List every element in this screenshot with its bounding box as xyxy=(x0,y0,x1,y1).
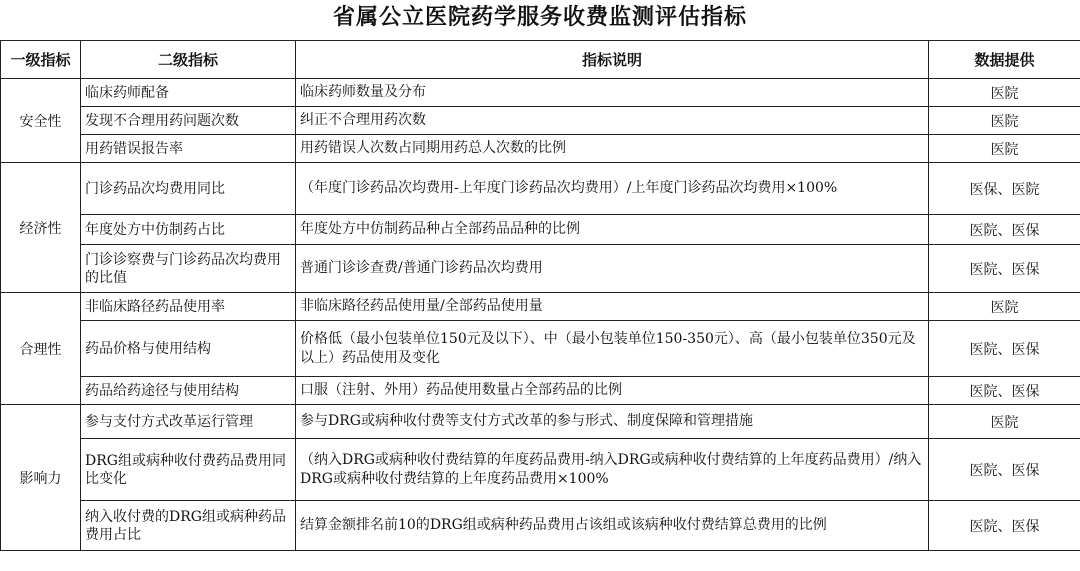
table-row xyxy=(1,439,1080,501)
desc-cell: 普通门诊诊查费/普通门诊药品次均费用 xyxy=(296,245,929,293)
desc-cell: 结算金额排名前10的DRG组或病种药品费用占该组或该病种收付费结算总费用的比例 xyxy=(296,501,929,551)
indicator-cell: 门诊诊察费与门诊药品次均费用的比值 xyxy=(81,245,296,293)
desc-cell: 用药错误人次数占同期用药总人次数的比例 xyxy=(296,135,929,163)
desc-cell: （纳入DRG或病种收付费结算的年度药品费用-纳入DRG或病种收付费结算的上年度药品费用）/纳入DRG或病种收付费结算的上年度药品费用×100% xyxy=(296,439,929,501)
indicator-cell: 纳入收付费的DRG组或病种药品费用占比 xyxy=(81,501,296,551)
desc-cell: 纠正不合理用药次数 xyxy=(296,107,929,135)
indicator-table xyxy=(0,40,1080,551)
indicator-cell: 年度处方中仿制药占比 xyxy=(81,215,296,245)
source-cell: 医院、医保 xyxy=(929,439,1080,501)
table-row xyxy=(1,163,1080,215)
desc-cell: 年度处方中仿制药品种占全部药品品种的比例 xyxy=(296,215,929,245)
indicator-cell: 药品价格与使用结构 xyxy=(81,321,296,377)
table-row xyxy=(1,405,1080,439)
page-title: 省属公立医院药学服务收费监测评估指标 xyxy=(332,5,747,30)
table-row xyxy=(1,293,1080,321)
header-desc: 指标说明 xyxy=(296,41,929,79)
header-row xyxy=(1,41,1080,79)
indicator-cell: 临床药师配备 xyxy=(81,79,296,107)
desc-cell: 价格低（最小包装单位150元及以下）、中（最小包装单位150-350元）、高（最小包装单位350元及以上）药品使用及变化 xyxy=(296,321,929,377)
indicator-cell: 发现不合理用药问题次数 xyxy=(81,107,296,135)
source-cell: 医院、医保 xyxy=(929,245,1080,293)
level1-cell: 影响力 xyxy=(1,405,81,551)
table-row xyxy=(1,377,1080,405)
table-row xyxy=(1,245,1080,293)
table-row xyxy=(1,321,1080,377)
source-cell: 医院、医保 xyxy=(929,501,1080,551)
source-cell: 医院 xyxy=(929,405,1080,439)
indicator-cell: 非临床路径药品使用率 xyxy=(81,293,296,321)
header-level2: 二级指标 xyxy=(81,41,296,79)
level1-cell: 安全性 xyxy=(1,79,81,163)
indicator-cell: 门诊药品次均费用同比 xyxy=(81,163,296,215)
source-cell: 医院 xyxy=(929,293,1080,321)
source-cell: 医院、医保 xyxy=(929,215,1080,245)
source-cell: 医院 xyxy=(929,135,1080,163)
level1-cell: 合理性 xyxy=(1,293,81,405)
desc-cell: 参与DRG或病种收付费等支付方式改革的参与形式、制度保障和管理措施 xyxy=(296,405,929,439)
desc-cell: 临床药师数量及分布 xyxy=(296,79,929,107)
table-row xyxy=(1,215,1080,245)
indicator-cell: 用药错误报告率 xyxy=(81,135,296,163)
source-cell: 医保、医院 xyxy=(929,163,1080,215)
source-cell: 医院 xyxy=(929,107,1080,135)
desc-cell: 非临床路径药品使用量/全部药品使用量 xyxy=(296,293,929,321)
desc-cell: 口服（注射、外用）药品使用数量占全部药品的比例 xyxy=(296,377,929,405)
source-cell: 医院 xyxy=(929,79,1080,107)
table-row xyxy=(1,79,1080,107)
desc-cell: （年度门诊药品次均费用-上年度门诊药品次均费用）/上年度门诊药品次均费用×100% xyxy=(296,163,929,215)
source-cell: 医院、医保 xyxy=(929,377,1080,405)
indicator-cell: DRG组或病种收付费药品费用同比变化 xyxy=(81,439,296,501)
table-row xyxy=(1,135,1080,163)
table-row xyxy=(1,501,1080,551)
table-row xyxy=(1,107,1080,135)
header-level1: 一级指标 xyxy=(1,41,81,79)
indicator-cell: 参与支付方式改革运行管理 xyxy=(81,405,296,439)
indicator-cell: 药品给药途径与使用结构 xyxy=(81,377,296,405)
header-source: 数据提供 xyxy=(929,41,1080,79)
source-cell: 医院、医保 xyxy=(929,321,1080,377)
level1-cell: 经济性 xyxy=(1,163,81,293)
